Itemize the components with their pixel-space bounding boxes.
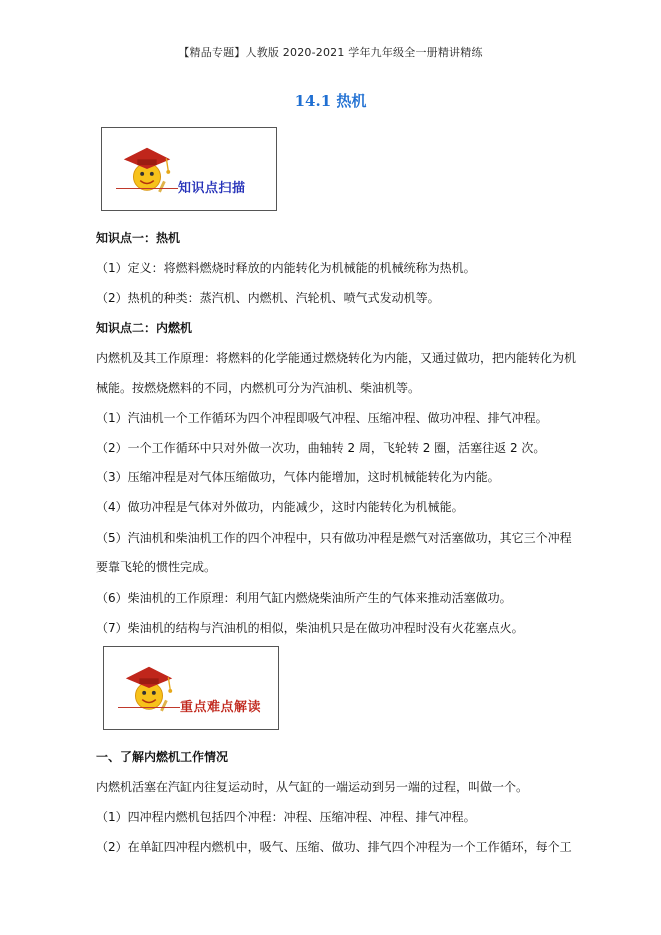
- text-line: （7）柴油机的结构与汽油机的相似，柴油机只是在做功冲程时没有火花塞点火。: [96, 621, 524, 635]
- badge-underline: [116, 188, 178, 189]
- text-line: （2）一个工作循环中只对外做一次功，曲轴转 2 周，飞轮转 2 圈，活塞往返 2 次。: [96, 441, 546, 455]
- graduate-mascot-icon: [120, 659, 178, 717]
- text-line: （2）热机的种类：蒸汽机、内燃机、汽轮机、喷气式发动机等。: [96, 291, 440, 305]
- text-line: （1）四冲程内燃机包括四个冲程：冲程、压缩冲程、冲程、排气冲程。: [96, 810, 476, 824]
- badge-label-focus: 重点难点解读: [180, 700, 262, 715]
- badge-underline: [118, 707, 180, 708]
- focus-difficulty-badge: [103, 646, 279, 730]
- section-heading-2: 知识点二：内燃机: [96, 321, 193, 335]
- badge-label-scan: 知识点扫描: [178, 181, 246, 196]
- text-line: 内燃机及其工作原理：将燃料的化学能通过燃烧转化为内能，又通过做功，把内能转化为机: [96, 351, 577, 365]
- section-heading-1: 知识点一：热机: [96, 231, 181, 245]
- text-line: （6）柴油机的工作原理：利用气缸内燃烧柴油所产生的气体来推动活塞做功。: [96, 591, 512, 605]
- document-header: 【精品专题】人教版 2020-2021 学年九年级全一册精讲精练: [178, 46, 483, 59]
- page-title: 14.1 热机: [294, 92, 367, 110]
- text-line: （1）汽油机一个工作循环为四个冲程即吸气冲程、压缩冲程、做功冲程、排气冲程。: [96, 411, 548, 425]
- text-line: （3）压缩冲程是对气体压缩做功，气体内能增加，这时机械能转化为内能。: [96, 470, 500, 484]
- text-line: 械能。按燃烧燃料的不同，内燃机可分为汽油机、柴油机等。: [96, 381, 421, 395]
- text-line: 内燃机活塞在汽缸内往复运动时，从气缸的一端运动到另一端的过程，叫做一个。: [96, 780, 529, 794]
- graduate-mascot-icon: [118, 140, 176, 198]
- text-line: （2）在单缸四冲程内燃机中，吸气、压缩、做功、排气四个冲程为一个工作循环，每个工: [96, 840, 572, 854]
- text-line: （5）汽油机和柴油机工作的四个冲程中，只有做功冲程是燃气对活塞做功，其它三个冲程: [96, 531, 572, 545]
- knowledge-scan-badge: [101, 127, 277, 211]
- section-heading-3: 一、了解内燃机工作情况: [96, 750, 229, 764]
- text-line: 要靠飞轮的惯性完成。: [96, 560, 217, 574]
- text-line: （1）定义：将燃料燃烧时释放的内能转化为机械能的机械统称为热机。: [96, 261, 476, 275]
- text-line: （4）做功冲程是气体对外做功，内能减少，这时内能转化为机械能。: [96, 500, 464, 514]
